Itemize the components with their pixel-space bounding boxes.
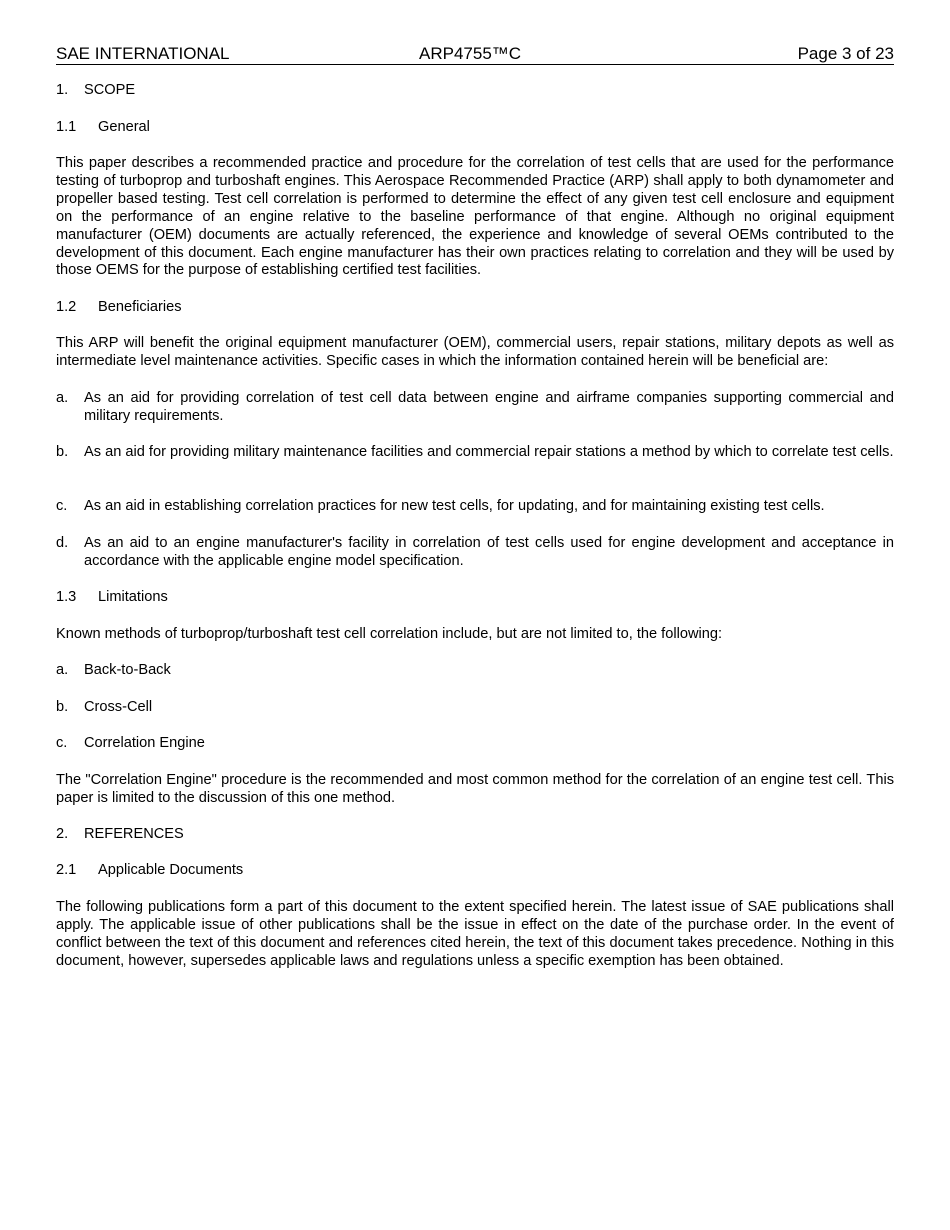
subsection-title: Limitations [98, 589, 168, 605]
paragraph-applicable-documents: The following publications form a part of this document to the extent specified herein. The latest issue of SAE publications shall apply. The applicable issue of other publications shall be the issue in effect on the date of the purchase order. In the event of conflict between the text of this document and references cited herein, the text of this document takes precedence. Nothing in this document, however, supersedes applicable laws and regulations unless a specific exemption has been obtained. [56, 899, 894, 969]
paragraph-limitations: Known methods of turboprop/turboshaft test cell correlation include, but are not limited to, the following: [56, 626, 723, 642]
subsection-number: 1.2 [56, 299, 77, 315]
list-text: Correlation Engine [84, 735, 205, 751]
list-marker: c. [56, 735, 68, 751]
subsection-heading-applicable-documents [56, 862, 243, 880]
section-heading-scope [56, 82, 135, 100]
section-title: SCOPE [84, 82, 136, 98]
subsection-heading-limitations [56, 589, 168, 607]
subsection-heading-beneficiaries [56, 299, 182, 317]
subsection-number: 2.1 [56, 862, 77, 878]
subsection-title: Applicable Documents [98, 862, 244, 878]
list-text: As an aid in establishing correlation practices for new test cells, for updating, and for maintaining existing test cells. [84, 498, 825, 514]
subsection-title: Beneficiaries [98, 299, 182, 315]
subsection-heading-general [56, 119, 150, 137]
list-marker: d. [56, 535, 69, 551]
section-number: 1. [56, 82, 69, 98]
list-text: Cross-Cell [84, 699, 153, 715]
list-text: As an aid to an engine manufacturer's facility in correlation of test cells used for engine development and acceptance in accordance with the applicable engine model specification. [84, 535, 894, 569]
page-header [56, 43, 894, 65]
header-document-number: ARP4755™C [419, 44, 522, 63]
section-title: REFERENCES [84, 826, 184, 842]
subsection-title: General [98, 119, 150, 135]
list-text: Back-to-Back [84, 662, 171, 678]
list-marker: c. [56, 498, 68, 514]
list-marker: a. [56, 662, 69, 678]
paragraph-beneficiaries: This ARP will benefit the original equipment manufacturer (OEM), commercial users, repair stations, military depots as well as intermediate level maintenance activities. Specific cases in which the information contained herein will be beneficial are: [56, 335, 894, 369]
section-number: 2. [56, 826, 69, 842]
paragraph-correlation-engine: The "Correlation Engine" procedure is the recommended and most common method for the correlation of an engine test cell. This paper is limited to the discussion of this one method. [56, 772, 894, 806]
list-text: As an aid for providing correlation of test cell data between engine and airframe companies supporting commercial and military requirements. [84, 390, 894, 424]
subsection-number: 1.1 [56, 119, 77, 135]
subsection-number: 1.3 [56, 589, 77, 605]
list-text: As an aid for providing military maintenance facilities and commercial repair stations a method by which to correlate test cells. [84, 444, 894, 460]
list-marker: a. [56, 390, 69, 406]
paragraph-general: This paper describes a recommended practice and procedure for the correlation of test cells that are used for the performance testing of turboprop and turboshaft engines. This Aerospace Recommended Practice (ARP) shall apply to both dynamometer and propeller based testing. Test cell correlation is performed to determine the effect of any given test cell enclosure and equipment on the performance of an engine relative to the baseline performance of that engine. Although no original equipment manufacturer (OEM) documents are actually referenced, the experience and knowledge of several OEMs contributed to the development of this document. Each engine manufacturer has their own practices relating to correlation and they will be used by those OEMS for the purpose of establishing certified test facilities. [56, 155, 894, 279]
list-marker: b. [56, 444, 69, 460]
header-page-number: Page 3 of 23 [797, 44, 894, 63]
list-marker: b. [56, 699, 69, 715]
header-organization: SAE INTERNATIONAL [56, 44, 230, 63]
section-heading-references [56, 826, 184, 844]
